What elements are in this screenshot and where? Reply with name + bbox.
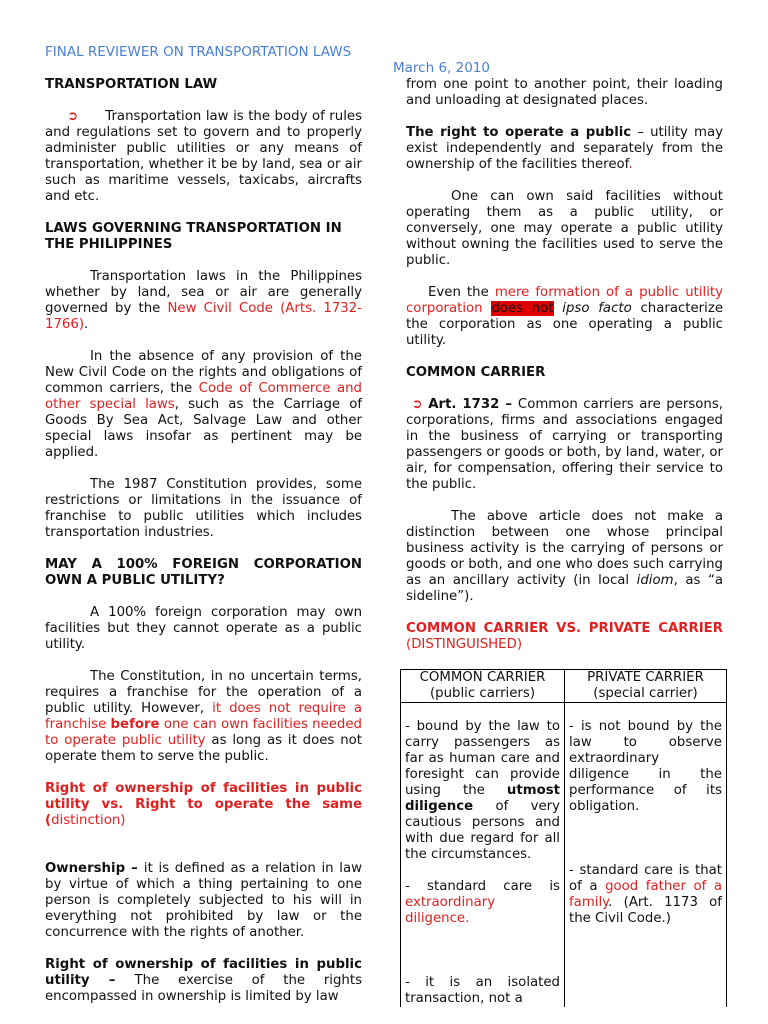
paragraph-definition: ➲ Transportation law is the body of rules and regulations set to govern and to properly administer public utilities or any means of transportation, whether it be by land, sea or air such as maritime vessels, taxicabs, aircrafts and etc. [45, 109, 362, 204]
table-cell [565, 927, 727, 1007]
heading-laws-governing: LAWS GOVERNING TRANSPORTATION IN THE PHILIPPINES [45, 221, 342, 252]
paragraph-civil-code: Transportation laws in the Philippines whether by land, sea or air are generally governed by the New Civil Code (Arts. 1732-1766). [45, 269, 362, 332]
document-title: FINAL REVIEWER ON TRANSPORTATION LAWS [45, 44, 352, 60]
right-arrow-circle-icon: ➲ [67, 109, 79, 124]
table-header-common: COMMON CARRIER (public carriers) [401, 670, 565, 703]
left-column [45, 77, 362, 1021]
table-header-private: PRIVATE CARRIER (special carrier) [565, 670, 727, 703]
heading-common-carrier: COMMON CARRIER [406, 365, 546, 380]
table-cell: - it is an isolated transaction, not a [401, 927, 565, 1007]
right-column [406, 77, 723, 1007]
heading-transportation-law: TRANSPORTATION LAW [45, 77, 218, 92]
paragraph-mere-formation: Even the mere formation of a public utility corporation does not ipso facto characterize the corporation as one operating a public utility. [406, 285, 724, 348]
comparison-table [400, 669, 727, 1007]
paragraph-right-of-ownership: Right of ownership of facilities in public utility – The exercise of the rights encompassed in ownership is limited by law [45, 957, 362, 1004]
paragraph-code-of-commerce: In the absence of any provision of the New Civil Code on the rights and obligations of common carriers, the Code of Commerce and other special laws, such as the Carriage of Goods By Sea Act, Salvage Law and other special laws insofar as pertinent may be applied. [45, 349, 363, 460]
document-date: March 6, 2010 [393, 60, 490, 76]
paragraph-right-to-operate: The right to operate a public – utility may exist independently and separately from the ownership of the facilities thereof. [406, 125, 724, 172]
paragraph-constitution: The 1987 Constitution provides, some restrictions or limitations in the issuance of franchise to public utilities which includes transportation industries. [45, 477, 362, 540]
paragraph-foreign-own: A 100% foreign corporation may own facilities but they cannot operate as a public utility. [45, 605, 362, 652]
table-cell: - is not bound by the law to observe extraordinary diligence in the performance of its obligation. [565, 703, 727, 864]
paragraph-distinction: The above article does not make a distinction between one whose principal business activity is the carrying of persons or goods or both, and one who does such carrying as an ancillary activity (in local idiom, as “a sideline”). [406, 509, 723, 604]
heading-foreign-corporation: MAY A 100% FOREIGN CORPORATION OWN A PUBLIC UTILITY? [45, 557, 362, 588]
paragraph-own-facilities: One can own said facilities without operating them as a public utility, or conversely, one may operate a public utility without owning the facilities used to serve the public. [406, 189, 723, 268]
right-arrow-circle-icon: ➲ [411, 397, 423, 412]
table-cell: - bound by the law to carry passengers as far as human care and foresight can provide using the utmost diligence of very cautious persons and with due regard for all the circumstances. [401, 703, 565, 864]
paragraph-continuation: from one point to another point, their loading and unloading at designated places. [406, 77, 723, 108]
heading-common-vs-private: COMMON CARRIER VS. PRIVATE CARRIER [406, 621, 723, 636]
paragraph-franchise: The Constitution, in no uncertain terms, requires a franchise for the operation of a public utility. However, it does not require a franchise before one can own facilities needed to operate public utility as long as it does not operate them to serve the public. [45, 669, 362, 764]
paragraph-ownership: Ownership – it is defined as a relation in law by virtue of which a thing pertaining to one person is completely subjected to his will in everything not prohibited by law or the concurrence with the rights of another. [45, 861, 362, 940]
table-cell: - standard care is extraordinary diligence. [401, 863, 565, 927]
heading-distinguished: (DISTINGUISHED) [406, 637, 523, 652]
heading-ownership-vs-operation: Right of ownership of facilities in public utility vs. Right to operate the same (distinction) [45, 781, 362, 828]
paragraph-art-1732: ➲ Art. 1732 – Common carriers are persons, corporations, firms and associations engaged in the business of carrying or transporting passengers or goods or both, by land, water, or air, for compensation, offering their service to the public. [406, 397, 724, 492]
table-cell: - standard care is that of a good father of a family. (Art. 1173 of the Civil Code.) [565, 863, 727, 927]
